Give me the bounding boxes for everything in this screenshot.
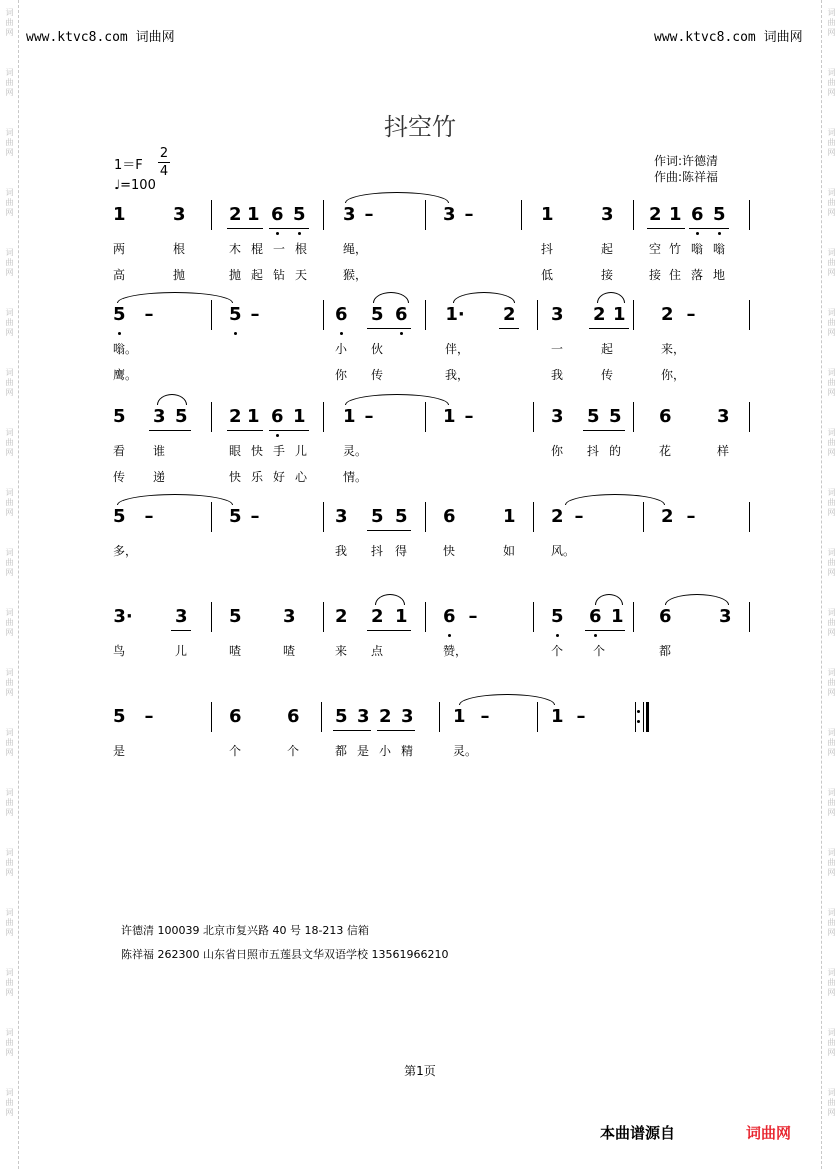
- note: 2: [661, 506, 674, 527]
- slur-arc: [117, 494, 233, 505]
- slur-arc: [453, 292, 515, 303]
- time-divider: [158, 162, 170, 163]
- lyric-char: 快: [229, 470, 242, 484]
- note: 6: [271, 204, 284, 225]
- watermark-text: 词曲网: [5, 368, 14, 398]
- note: 2: [661, 304, 674, 325]
- watermark-text: 词曲网: [5, 728, 14, 758]
- right-margin-strip: [821, 0, 840, 1169]
- time-numerator: 2: [159, 146, 169, 161]
- dash-mark: –: [686, 506, 696, 527]
- note: 6: [659, 606, 672, 627]
- lyric-char: 快: [443, 544, 456, 558]
- note: 2: [503, 304, 516, 325]
- lyric-row-verse2: [113, 444, 753, 484]
- staff-line: [113, 300, 753, 382]
- slur-arc: [565, 494, 665, 505]
- watermark-text: 词曲网: [827, 548, 836, 578]
- watermark-text: 词曲网: [827, 188, 836, 218]
- lyric-char: 都: [335, 744, 348, 758]
- lyric-char: 我，: [445, 368, 470, 382]
- watermark-text: 词曲网: [5, 608, 14, 638]
- note: 5: [113, 406, 126, 427]
- staff-line: [113, 602, 753, 658]
- dash-mark: –: [464, 204, 474, 225]
- note: 2: [229, 406, 242, 427]
- lyric-char: 低: [541, 268, 554, 282]
- watermark-text: 词曲网: [827, 908, 836, 938]
- dash-mark: –: [464, 406, 474, 427]
- note: 5: [229, 606, 242, 627]
- lyric-char: 根: [295, 242, 308, 256]
- note: 3: [401, 706, 414, 727]
- lyric-row-verse1: [113, 718, 753, 758]
- lyric-char: 喳: [229, 644, 242, 658]
- lyric-char: 木: [229, 242, 242, 256]
- note: 1: [551, 706, 564, 727]
- lyric-char: 住: [669, 268, 682, 282]
- note: 3: [551, 406, 564, 427]
- watermark-text: 词曲网: [827, 308, 836, 338]
- lyric-char: 绳，: [343, 242, 368, 256]
- time-denominator: 4: [159, 164, 169, 179]
- left-margin-strip: [0, 0, 19, 1169]
- lyric-char: 是: [357, 744, 370, 758]
- dash-mark: –: [250, 304, 260, 325]
- note: 3: [717, 406, 730, 427]
- note: 3: [153, 406, 166, 427]
- lyric-char: 根: [173, 242, 186, 256]
- note: 1: [453, 706, 466, 727]
- lyric-char: 多，: [113, 544, 138, 558]
- song-title: 抖空竹: [384, 113, 456, 141]
- note: 1: [669, 204, 682, 225]
- slur-arc: [665, 594, 729, 605]
- lyric-char: 抛: [229, 268, 242, 282]
- lyric-char: 点: [371, 644, 384, 658]
- note: 5: [587, 406, 600, 427]
- lyric-char: 我: [551, 368, 564, 382]
- note: 3: [551, 304, 564, 325]
- note: 1: [343, 406, 356, 427]
- watermark-text: 词曲网: [5, 788, 14, 818]
- note: 2: [335, 606, 348, 627]
- note: 2: [229, 204, 242, 225]
- lyric-char: 空: [649, 242, 662, 256]
- source-label: 本曲谱源自: [600, 1124, 676, 1142]
- lyric-char: 棍: [251, 242, 264, 256]
- watermark-text: 词曲网: [5, 848, 14, 878]
- dash-mark: –: [364, 406, 374, 427]
- note: 5: [229, 506, 242, 527]
- watermark-text: 词曲网: [827, 368, 836, 398]
- lyric-char: 花: [659, 444, 672, 458]
- note: 6: [395, 304, 408, 325]
- lyric-char: 伙: [371, 342, 384, 356]
- lyric-char: 来: [335, 644, 348, 658]
- lyric-char: 递: [153, 470, 166, 484]
- lyric-char: 起: [601, 342, 614, 356]
- lyric-char: 传: [371, 368, 384, 382]
- note: 2: [371, 606, 384, 627]
- lyric-char: 来，: [661, 342, 686, 356]
- lyric-char: 一: [273, 242, 286, 256]
- dash-mark: –: [364, 204, 374, 225]
- watermark-text: 词曲网: [827, 668, 836, 698]
- watermark-text: 词曲网: [827, 608, 836, 638]
- site-url-right[interactable]: www.ktvc8.com: [654, 30, 756, 45]
- lyric-char: 鸟: [113, 644, 126, 658]
- lyric-char: 抖: [587, 444, 600, 458]
- page-number: 第1页: [404, 1064, 436, 1078]
- dash-mark: –: [144, 706, 154, 727]
- slur-arc: [345, 192, 449, 203]
- lyric-char: 灵。: [343, 444, 368, 458]
- lyric-char: 起: [251, 268, 264, 282]
- note: 2: [551, 506, 564, 527]
- lyric-char: 个: [593, 644, 606, 658]
- watermark-text: 词曲网: [5, 1028, 14, 1058]
- lyric-char: 你: [551, 444, 564, 458]
- note: 5: [609, 406, 622, 427]
- note: 5: [175, 406, 188, 427]
- lyric-char: 伴，: [445, 342, 470, 356]
- dash-mark: –: [576, 706, 586, 727]
- note: 6: [691, 204, 704, 225]
- lyric-char: 乐: [251, 470, 264, 484]
- lyric-char: 是: [113, 744, 126, 758]
- note: 6: [287, 706, 300, 727]
- watermark-text: 词曲网: [827, 728, 836, 758]
- lyric-char: 心: [295, 470, 308, 484]
- lyric-char: 个: [229, 744, 242, 758]
- lyric-char: 儿: [295, 444, 308, 458]
- lyric-char: 嗡。: [113, 342, 138, 356]
- note: 6: [335, 304, 348, 325]
- note: 3: [443, 204, 456, 225]
- note: 1: [443, 406, 456, 427]
- lyric-char: 灵。: [453, 744, 478, 758]
- note: 5: [113, 706, 126, 727]
- slur-arc: [459, 694, 555, 705]
- note: 3: [357, 706, 370, 727]
- note: 6: [589, 606, 602, 627]
- note: 1: [247, 204, 260, 225]
- key-signature: 1＝F: [114, 158, 143, 173]
- watermark-text: 词曲网: [5, 548, 14, 578]
- lyricist-credit: 作词:许德清: [654, 154, 719, 168]
- dash-mark: –: [686, 304, 696, 325]
- lyric-char: 个: [551, 644, 564, 658]
- note: 3: [343, 204, 356, 225]
- note: 5: [395, 506, 408, 527]
- note: 6: [443, 506, 456, 527]
- lyric-char: 个: [287, 744, 300, 758]
- lyric-char: 猴，: [343, 268, 368, 282]
- dash-mark: –: [574, 506, 584, 527]
- lyric-char: 小: [379, 744, 392, 758]
- watermark-text: 词曲网: [827, 1088, 836, 1118]
- lyric-char: 风。: [551, 544, 576, 558]
- lyric-row-verse2: [113, 342, 753, 382]
- lyric-char: 传: [601, 368, 614, 382]
- watermark-text: 词曲网: [827, 128, 836, 158]
- site-name-left[interactable]: 词曲网: [135, 30, 175, 45]
- watermark-text: 词曲网: [827, 788, 836, 818]
- lyric-char: 两: [113, 242, 126, 256]
- slur-arc: [157, 394, 187, 405]
- dash-mark: –: [480, 706, 490, 727]
- lyric-char: 小: [335, 342, 348, 356]
- lyric-row-verse1: [113, 216, 753, 256]
- watermark-text: 词曲网: [5, 8, 14, 38]
- site-url-left[interactable]: www.ktvc8.com: [26, 30, 128, 45]
- lyric-char: 赞，: [443, 644, 468, 658]
- note: 3: [283, 606, 296, 627]
- note: 6: [229, 706, 242, 727]
- watermark-text: 词曲网: [827, 968, 836, 998]
- lyric-char: 看: [113, 444, 126, 458]
- dash-mark: –: [144, 304, 154, 325]
- watermark-text: 词曲网: [827, 428, 836, 458]
- lyric-char: 地: [713, 268, 726, 282]
- site-header-right[interactable]: [654, 26, 803, 45]
- note: 5: [551, 606, 564, 627]
- slur-arc: [373, 292, 409, 303]
- lyric-char: 情。: [343, 470, 368, 484]
- note: 3·: [113, 606, 133, 627]
- note: 1·: [445, 304, 465, 325]
- site-header-left[interactable]: [26, 26, 175, 45]
- note: 1: [541, 204, 554, 225]
- slur-arc: [375, 594, 405, 605]
- watermark-text: 词曲网: [827, 488, 836, 518]
- note: 2: [649, 204, 662, 225]
- lyric-char: 如: [503, 544, 516, 558]
- lyric-char: 高: [113, 268, 126, 282]
- dash-mark: –: [144, 506, 154, 527]
- note: 1: [247, 406, 260, 427]
- lyric-row-verse1: [113, 316, 753, 356]
- lyric-char: 都: [659, 644, 672, 658]
- lyric-char: 喳: [283, 644, 296, 658]
- lyric-char: 你，: [661, 368, 686, 382]
- note: 5: [335, 706, 348, 727]
- lyric-row-verse1: [113, 518, 753, 558]
- source-site-link[interactable]: 词曲网: [746, 1124, 792, 1142]
- note: 3: [601, 204, 614, 225]
- lyric-char: 嗡: [713, 242, 726, 256]
- lyric-row-verse1: [113, 618, 753, 658]
- watermark-text: 词曲网: [5, 1088, 14, 1118]
- watermark-text: 词曲网: [5, 248, 14, 278]
- note: 6: [443, 606, 456, 627]
- watermark-text: 词曲网: [5, 488, 14, 518]
- dash-mark: –: [250, 506, 260, 527]
- note: 2: [593, 304, 606, 325]
- note: 1: [611, 606, 624, 627]
- lyric-char: 嗡: [691, 242, 704, 256]
- lyric-row-verse2: [113, 242, 753, 282]
- slur-arc: [345, 394, 449, 405]
- lyric-row-verse1: [113, 418, 753, 458]
- watermark-text: 词曲网: [5, 968, 14, 998]
- watermark-text: 词曲网: [827, 1028, 836, 1058]
- lyric-char: 精: [401, 744, 414, 758]
- lyric-char: 落: [691, 268, 704, 282]
- note: 5: [229, 304, 242, 325]
- note: 3: [335, 506, 348, 527]
- lyric-char: 接: [601, 268, 614, 282]
- note: 1: [395, 606, 408, 627]
- tempo-marking: ♩=100: [114, 178, 156, 193]
- lyric-char: 天: [295, 268, 308, 282]
- lyric-char: 样: [717, 444, 730, 458]
- slur-arc: [595, 594, 623, 605]
- lyric-char: 传: [113, 470, 126, 484]
- watermark-text: 词曲网: [5, 428, 14, 458]
- watermark-text: 词曲网: [827, 8, 836, 38]
- lyric-char: 接: [649, 268, 662, 282]
- note: 5: [293, 204, 306, 225]
- lyric-char: 钻: [273, 268, 286, 282]
- lyricist-address: 许德清 100039 北京市复兴路 40 号 18-213 信箱: [121, 924, 369, 937]
- watermark-text: 词曲网: [827, 248, 836, 278]
- note: 1: [613, 304, 626, 325]
- lyric-char: 抖: [371, 544, 384, 558]
- note: 1: [293, 406, 306, 427]
- watermark-text: 词曲网: [5, 908, 14, 938]
- composer-address: 陈祥福 262300 山东省日照市五莲县文华双语学校 13561966210: [121, 948, 449, 961]
- lyric-char: 抖: [541, 242, 554, 256]
- staff-line: [113, 200, 753, 282]
- slur-arc: [117, 292, 233, 303]
- lyric-char: 眼: [229, 444, 242, 458]
- note: 6: [271, 406, 284, 427]
- note: 3: [175, 606, 188, 627]
- note: 3: [173, 204, 186, 225]
- time-signature: [158, 146, 170, 179]
- watermark-text: 词曲网: [5, 668, 14, 698]
- lyric-char: 抛: [173, 268, 186, 282]
- lyric-char: 好: [273, 470, 286, 484]
- composer-credit: 作曲:陈祥福: [654, 170, 719, 184]
- note: 1: [503, 506, 516, 527]
- lyric-char: 我: [335, 544, 348, 558]
- lyric-char: 竹: [669, 242, 682, 256]
- watermark-text: 词曲网: [5, 308, 14, 338]
- lyric-char: 鹰。: [113, 368, 138, 382]
- note: 2: [379, 706, 392, 727]
- lyric-char: 儿: [175, 644, 188, 658]
- note: 3: [719, 606, 732, 627]
- staff-line: [113, 502, 753, 558]
- staff-line: [113, 402, 753, 484]
- note: 5: [371, 304, 384, 325]
- staff-line: [113, 702, 753, 758]
- dash-mark: –: [468, 606, 478, 627]
- watermark-text: 词曲网: [827, 848, 836, 878]
- note: 5: [713, 204, 726, 225]
- lyric-char: 手: [273, 444, 286, 458]
- note: 1: [113, 204, 126, 225]
- watermark-text: 词曲网: [827, 68, 836, 98]
- lyric-char: 快: [251, 444, 264, 458]
- watermark-text: 词曲网: [5, 188, 14, 218]
- lyric-char: 你: [335, 368, 348, 382]
- lyric-char: 得: [395, 544, 408, 558]
- note: 5: [113, 304, 126, 325]
- note: 5: [113, 506, 126, 527]
- site-name-right[interactable]: 词曲网: [763, 30, 803, 45]
- lyric-char: 的: [609, 444, 622, 458]
- note: 5: [371, 506, 384, 527]
- note: 6: [659, 406, 672, 427]
- watermark-text: 词曲网: [5, 128, 14, 158]
- lyric-char: 一: [551, 342, 564, 356]
- lyric-char: 谁: [153, 444, 166, 458]
- slur-arc: [597, 292, 625, 303]
- watermark-text: 词曲网: [5, 68, 14, 98]
- lyric-char: 起: [601, 242, 614, 256]
